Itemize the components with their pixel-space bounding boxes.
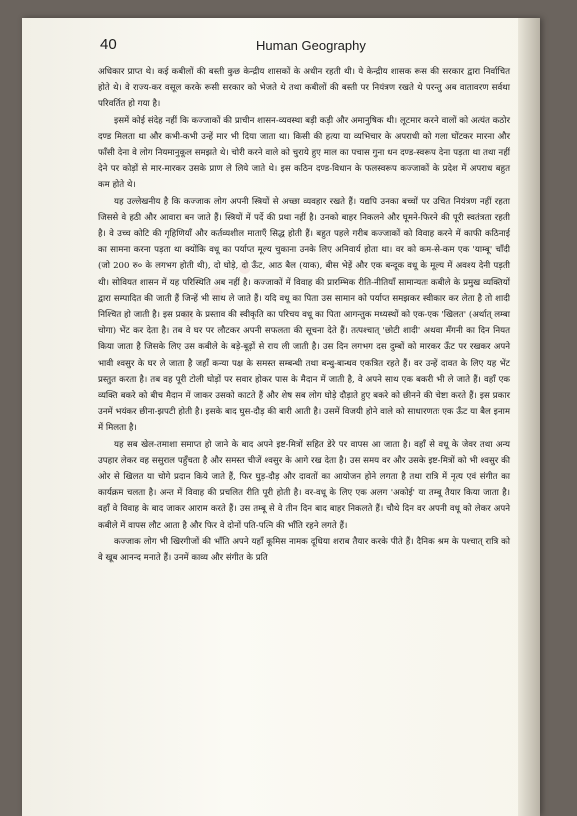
paragraph: यह सब खेल-तमाशा समाप्त हो जाने के बाद अपने इष्ट-मित्रों सहित डेरे पर वापस आ जाता है। वहाँ से वधू के जेवर तथा अन्य उपहार लेकर वह ससुराल पहुँचता है और समस्त चीजें श्वसुर के आगे रख देता है। उस समय वर और उसके इष्ट-मित्रों को भी श्वसुर की ओर से खिलत या चोगे प्रदान किये जाते हैं, फिर घुड़-दौड़ और दावतों का आयोजन होने लगता है तथा रात्रि में नृत्य एवं संगीत का कार्यक्रम चलता है। अन्त में विवाह की प्रचलित रीति पूरी होती है। वर-वधू के लिए एक अलग 'अकोई' या तम्बू तैयार किया जाता है। वहाँ वे विवाह के बाद जाकर आराम करते हैं। उस तम्बू से वे तीन दिन बाद बाहर निकलते हैं। चौथे दिन वर अपनी वधू को लेकर अपने कबीले में वापस लौट आता है और फिर वे दोनों पति-पत्नि की भाँति रहने लगते हैं।: [98, 439, 510, 531]
paragraph: कज्जाक लोग भी खिरगीजों की भाँति अपने यहाँ कूमिस नामक दूधिया शराब तैयार करके पीते हैं। दैनिक श्रम के पश्चात् रात्रि को वे खूब आनन्द मनाते हैं। उनमें काव्य और संगीत के प्रति: [98, 536, 510, 564]
paragraph: इसमें कोई संदेह नहीं कि कज्जाकों की प्राचीन शासन-व्यवस्था बड़ी कड़ी और अमानुषिक थी। लूटमार करने वालों को अत्यंत कठोर दण्ड मिलता था और कभी-कभी उन्हें मार भी दिया जाता था। किसी की हत्या या व्यभिचार के अपराधी को गला घोंटकर मारना और फाँसी देना वे लोग नियमानुकूल समझते थे। चोरी करने वाले को चुराये हुए माल का पचास गुना धन दण्ड-स्वरूप देना पड़ता था तथा नहीं देने पर कोड़ों से मार-मारकर उसके प्राण ले लिये जाते थे। इस कठिन दण्ड-विधान के फलस्वरूप कज्जाकों के प्रदेश में अपराध बहुत कम होते थे।: [98, 115, 510, 191]
page-number: 40: [100, 36, 117, 53]
paragraph: अधिकार प्राप्त थे। कई कबीलों की बस्ती कुछ केन्द्रीय शासकों के अधीन रहती थी। ये केन्द्रीय शासक रूस की सरकार द्वारा निर्वाचित होते थे। वे राज्य-कर वसूल करके रूसी सरकार को भेजते थे तथा कबीलों की बस्ती पर नियंत्रण रखते थे परन्तु अब वातावरण सर्वथा परिवर्तित हो गया है।: [98, 67, 510, 110]
book-page: [22, 18, 540, 816]
body-text: [98, 64, 510, 566]
page-header: [100, 36, 508, 58]
paragraph: यह उल्लेखनीय है कि कज्जाक लोग अपनी स्त्रियों से अच्छा व्यवहार रखते हैं। यद्यपि उनका बच्चों पर उचित नियंत्रण नहीं रहता जिससे वे हठी और आवारा बन जाते हैं। स्त्रियों में पर्दे की प्रथा नहीं है। उनको बाहर निकलने और घूमने-फिरने की पूरी स्वतंत्रता रहती है। वे उच्च कोटि की गृहिणियाँ और कर्तव्यशील माताएँ सिद्ध होती हैं। बहुत पहले गरीब कज्जाकों को विवाह करने में काफी कठिनाई का सामना करना पड़ता था क्योंकि वधू का पर्याप्त मूल्य चुकाना उनके लिए अनिवार्य होता था। वर को कम-से-कम एक 'याम्बू' चाँदी (जो 200 रु० के लगभग होती थी), दो घोड़े, दो ऊँट, आठ बैल (याक), बीस भेड़ें और एक बन्दूक वधू के मूल्य में अवश्य देनी पड़ती थी। सोवियत शासन में यह परिस्थिति अब नहीं है। कज्जाकों में विवाह की प्रारम्भिक रीति-नीतियाँ सामान्यतः कबीले के प्रमुख व्यक्तियों द्वारा सम्पादित की जाती हैं जिन्हें भी साथ ले जाते हैं। यदि वधू का पिता उस सामान को पर्याप्त समझकर स्वीकार कर लेता है तो शादी निश्चित हो जाती है। इस प्रकार के प्रस्ताव की स्वीकृति का परिचय वधू का पिता आगन्तुक मध्यस्थों को एक-एक 'खिलत' (अर्थात् लम्बा चोगा) भेंट कर देता है। तब वे घर पर लौटकर अपनी सफलता की सूचना देते हैं। तत्पश्चात् 'छोटी शादी' अथवा मँगनी का दिन नियत किया जाता है जिसके लिए उस कबीले के बड़े-बूढ़ों से राय ली जाती है। उस दिन लगभग दस दुम्बों को मारकर ऊँट पर रखकर अपने भावी श्वसुर के घर ले जाता है जहाँ कन्या पक्ष के समस्त सम्बन्धी तथा बन्धु-बान्धव एकत्रित रहते हैं। वर उन्हें दावत के लिए यह भेंट प्रस्तुत करता है। तब वह पूरी टोली घोड़ों पर सवार होकर पास के मैदान में जाती है, वे अपने साथ एक बकरी भी ले जाते हैं। वहाँ एक व्यक्ति बकरे को बीच मैदान में जाकर उसको काटते हैं और शेष सब लोग घोड़े दौड़ाते हुए बकरे को छीनने की चेष्टा करते हैं। इस प्रकार उनमें भयंकर छीना-झपटी होती है। इसके बाद घुस-दौड़ की बारी आती है। उसमें विजयी होने वाले को साधारणतः एक ऊँट या बैल इनाम में मिलता है।: [98, 196, 510, 434]
page-gutter-edge: [518, 18, 540, 816]
running-head: Human Geography: [256, 38, 366, 53]
faint-watermark: • • •: [168, 242, 270, 338]
